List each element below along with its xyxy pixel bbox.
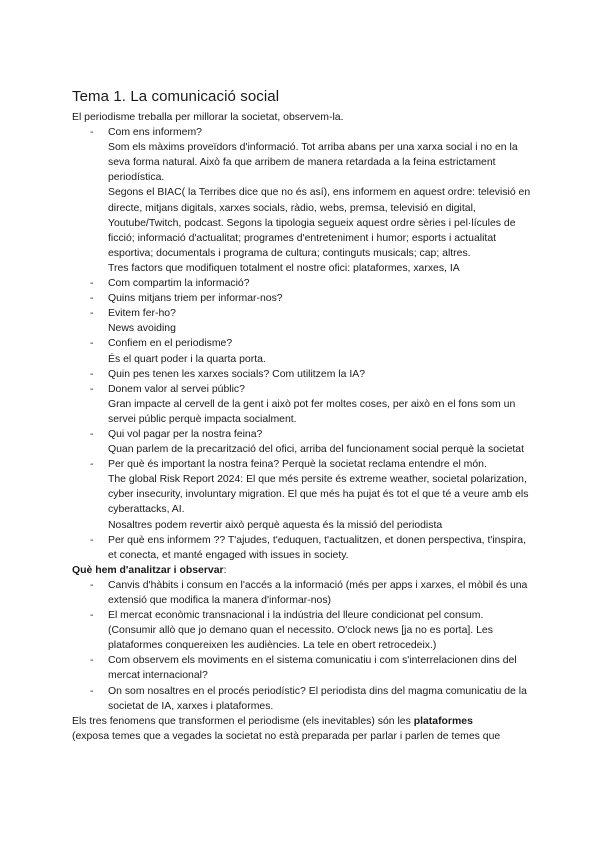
closing-text: Els tres fenomens que transformen el periodisme (els inevitables) són les: [72, 715, 414, 727]
list-item-line: - Quins mitjans triem per informar-nos?: [108, 293, 283, 305]
list-item-line: The global Risk Report 2024: El que més persite és extreme weather, societal polarization, cyber insecurity, involuntary migration. El que més ha pujat és tot el que té a veure amb els cyberattacks, AI.: [108, 474, 529, 516]
list-item-line: - Per què ens informem ?? T'ajudes, t'eduquen, t'actualitzen, et donen perspectiva, t'inspira, et conecta, et manté engaged with issues in society.: [108, 534, 526, 561]
list-item: [72, 457, 532, 532]
list-item: [72, 291, 532, 306]
list-item-line: News avoiding: [108, 323, 176, 335]
document-body: [72, 110, 532, 744]
list-item-line: - Com compartim la informació?: [108, 278, 250, 290]
list-item-line: - Evitem fer-ho?: [108, 308, 176, 320]
list-item: [72, 306, 532, 336]
list-item-line: - Per què és important la nostra feina? Perquè la societat reclama entendre el món.: [108, 459, 487, 471]
list-item: [72, 336, 532, 366]
list-item-line: - Com ens informem?: [108, 127, 202, 139]
list-item: [72, 276, 532, 291]
closing-bold-text: plataformes: [413, 715, 473, 727]
list-item: [72, 367, 532, 382]
list-item-line: Segons el BIAC( la Terribes dice que no és así), ens informem en aquest ordre: televisió en directe, mitjans digitals, xarxes socials, ràdio, webs, premsa, televisió en digital, Youtube/Twitch, podcast. Segons la tipologia segueix aquest ordre sèries i pel·lícules de ficció; informació d'actualitat; programes d'entreteniment i humor; esports i actualitat esportiva; documentals i programa de cultura; continguts musicals; cap; altres.: [108, 187, 531, 259]
list-item-line: Tres factors que modifiquen totalment el nostre ofici: plataformes, xarxes, IA: [108, 262, 460, 274]
list-item-line: Gran impacte al cervell de la gent i això pot fer moltes coses, per això en el fons som un servei públic perquè impacta socialment.: [108, 398, 516, 425]
list-item: [72, 533, 532, 563]
section-heading-text: Què hem d'analitzar i observar: [72, 564, 224, 576]
list-item: [72, 382, 532, 427]
page-title: Tema 1. La comunicació social: [72, 88, 280, 105]
list-item-line: Nosaltres podem revertir això perquè aquesta és la missió del periodista: [108, 519, 443, 531]
section-heading-colon: :: [223, 564, 227, 576]
list-item-line: - Donem valor al servei públic?: [108, 383, 245, 395]
list-item-line: - Qui vol pagar per la nostra feina?: [108, 428, 263, 440]
list-item-line: És el quart poder i la quarta porta.: [108, 353, 266, 365]
list-item: - El mercat econòmic transnacional i la indústria del lleure condicionat pel consum. (Consumir allò que jo demano quan el necessito. O'clock news [ja no es porta]. Les plataformes conquereixen les audiències. La tele en obert retrocedeix.): [72, 608, 532, 653]
list-item: [72, 125, 532, 276]
list-item-line: Som els màxims proveïdors d'informació. Tot arriba abans per una xarxa social i no en la seva forma natural. Això fa que arribem de manera retardada a la feina estrictament periodística.: [108, 142, 518, 184]
list-item: - On som nosaltres en el procés periodístic? El periodista dins del magma comunicatiu de la societat de IA, xarxes i plataformes.: [72, 684, 532, 714]
list-item: - Com observem els moviments en el sistema comunicatiu i com s'interrelacionen dins del mercat internacional?: [72, 653, 532, 683]
intro-paragraph: El periodisme treballa per millorar la societat, observem-la.: [72, 112, 344, 123]
list-item-line: - Quin pes tenen les xarxes socials? Com utilitzem la IA?: [108, 368, 365, 380]
section-heading: [72, 563, 532, 578]
analysis-list: [72, 578, 532, 714]
list-item-line: - Confiem en el periodisme?: [108, 338, 233, 350]
list-item: - Canvis d'hàbits i consum en l'accés a la informació (més per apps i xarxes, el mòbil és una extensió que modifica la manera d'informar-nos): [72, 578, 532, 608]
list-item-line: Quan parlem de la precarització del ofici, arriba del funcionament social perquè la societat: [108, 444, 524, 456]
questions-list: [72, 125, 532, 563]
closing-continuation: (exposa temes que a vegades la societat no està preparada per parlar i parlen de temes que: [72, 730, 501, 742]
closing-paragraph: [72, 714, 532, 744]
list-item: [72, 427, 532, 457]
